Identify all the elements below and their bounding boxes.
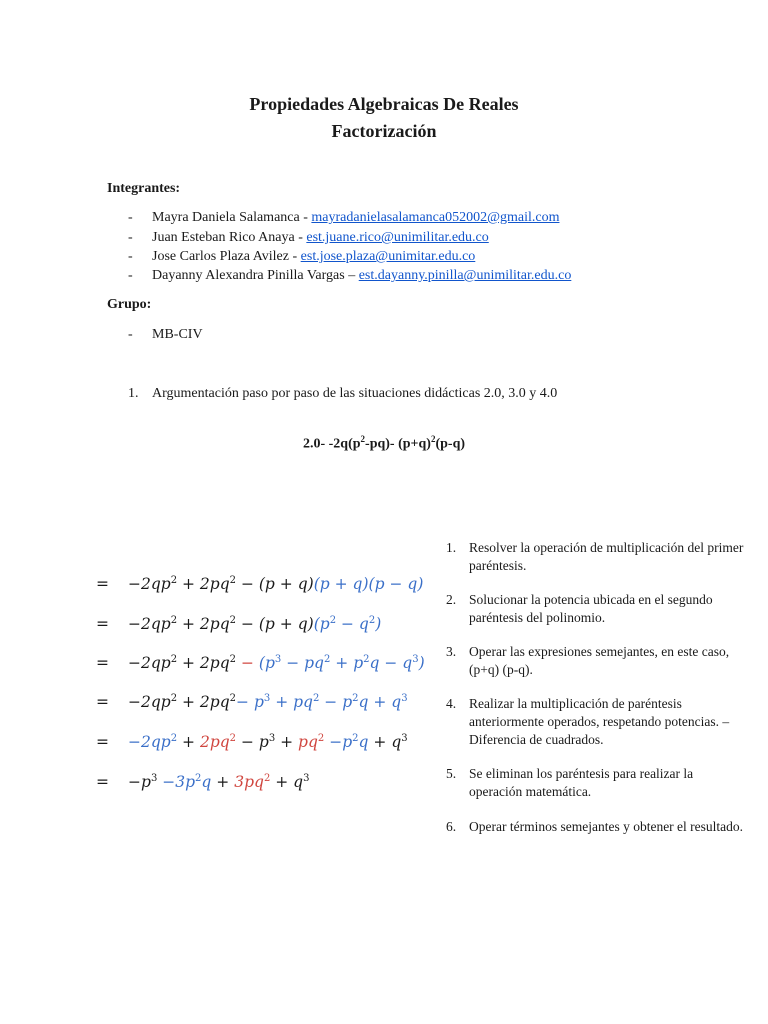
step-text: Se eliminan los paréntesis para realizar la operación matemática. [469,766,694,799]
step-text: Realizar la multiplicación de paréntesis anteriormente operados, respetando potencias. – Diferencia de cuadrados. [469,696,730,747]
step-number: 3. [446,644,457,659]
step-text: Solucionar la potencia ubicada en el segundo paréntesis del polinomio. [469,592,713,625]
equation-line-4: = $-2qp^2 + 2pq^2- p^3 + pq^2 - p^2q + q^3$ [96,693,408,712]
member-item [128,210,559,226]
step-number: 4. [446,696,457,711]
equals-sign: = [96,654,109,673]
situation-expression [0,434,768,453]
step-number: 6. [446,819,457,834]
member-email-link[interactable]: mayradanielasalamanca052002@gmail.com [311,210,560,225]
step-number: 1. [446,540,457,555]
situation-middle: -pq)- (p+q) [365,436,431,452]
step-number: 2. [446,592,457,607]
section-text: Argumentación paso por paso de las situaciones didácticas 2.0, 3.0 y 4.0 [152,386,558,401]
member-item [128,230,489,246]
member-email-link[interactable]: est.juane.rico@unimilitar.edu.co [306,230,489,245]
member-email-link[interactable]: est.dayanny.pinilla@unimilitar.edu.co [358,268,572,283]
section-heading [128,386,557,402]
section-number: 1. [128,386,139,401]
steps-list [446,539,746,879]
member-separator: - [299,210,312,225]
page-title: Propiedades Algebraicas De Reales [249,94,519,114]
member-separator: - [289,249,301,264]
step-text: Operar las expresiones semejantes, en este caso, (p+q) (p-q). [469,644,730,677]
list-item [446,695,746,749]
member-name: Mayra Daniela Salamanca [152,210,300,225]
step-text: Resolver la operación de multiplicación del primer paréntesis. [469,540,744,573]
step-number: 5. [446,766,457,781]
member-item [128,268,571,284]
list-dash: - [128,210,133,225]
situation-suffix: (p-q) [435,436,466,452]
list-dash: - [128,230,133,245]
list-dash: - [128,327,133,342]
list-item [446,643,746,679]
grupo-value: MB-CIV [152,327,203,342]
member-name: Dayanny Alexandra Pinilla Vargas [152,268,345,283]
member-name: Jose Carlos Plaza Avilez [152,249,289,264]
list-item [446,539,746,575]
equation-line-1: = $-2qp^2 + 2pq^2 - (p + q)(p + q)(p - q)$ [96,575,424,594]
situation-exponent: 2 [430,434,436,444]
member-separator: - [294,230,307,245]
list-dash: - [128,249,133,264]
member-separator: – [344,268,359,283]
equals-sign: = [96,773,109,792]
situation-prefix: 2.0- -2q(p [302,436,361,452]
equals-sign: = [96,615,109,634]
list-item [446,591,746,627]
situation-exponent: 2 [360,434,366,444]
list-item [446,765,746,801]
member-item [128,249,475,265]
list-item [446,818,746,836]
equation-line-5: = $-2qp^2 + 2pq^2 - p^3 + pq^2 -p^2q + q^3$ [96,733,408,752]
member-name: Juan Esteban Rico Anaya [152,230,295,245]
grupo-label: Grupo: [107,297,152,312]
equals-sign: = [96,575,109,594]
equation-line-3: = $-2qp^2 + 2pq^2 - (p^3 - pq^2 + p^2q - q^3)$ [96,654,425,673]
step-text: Operar términos semejantes y obtener el resultado. [469,819,744,834]
integrantes-label: Integrantes: [107,181,181,196]
list-dash: - [128,268,133,283]
equals-sign: = [96,733,109,752]
page-subtitle: Factorización [331,121,437,141]
member-email-link[interactable]: est.jose.plaza@unimitar.edu.co [300,249,476,264]
grupo-item [128,327,203,343]
equals-sign: = [96,693,109,712]
equation-line-2: = $-2qp^2 + 2pq^2 - (p + q)(p^2 - q^2)$ [96,615,382,634]
equation-line-6: = $-p^3 -3p^2q + 3pq^2 + q^3$ [96,773,310,792]
